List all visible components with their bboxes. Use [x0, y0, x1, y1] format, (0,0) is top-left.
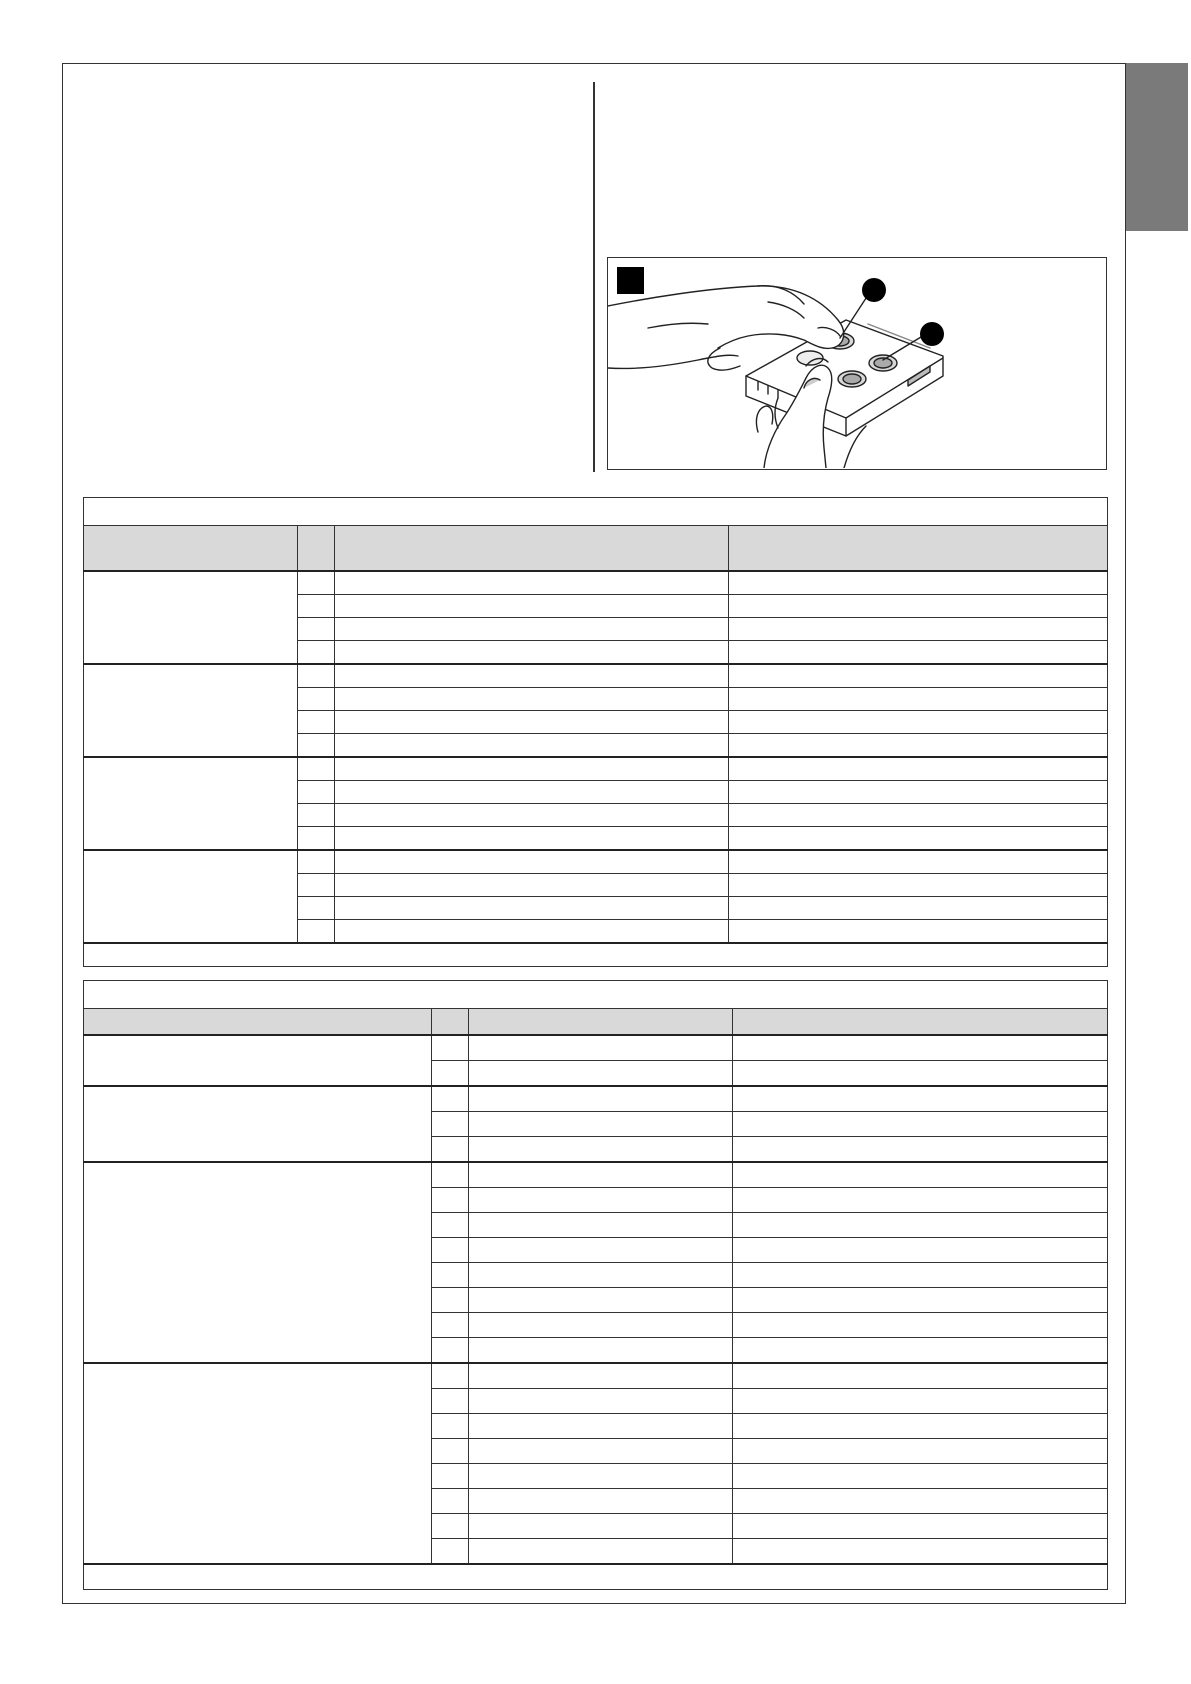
table-cell [298, 734, 335, 758]
table-cell [733, 1489, 1108, 1514]
table-cell [469, 1238, 733, 1263]
table-cell [432, 1363, 469, 1389]
table-cell [729, 920, 1108, 944]
table-cell [733, 1313, 1108, 1338]
table-cell [729, 688, 1108, 711]
table-cell [469, 1489, 733, 1514]
table-cell [432, 1213, 469, 1238]
table-cell [469, 1414, 733, 1439]
table-cell [469, 1213, 733, 1238]
table-2-header-command [469, 1009, 733, 1036]
table-cell [432, 1061, 469, 1087]
table-2 [83, 980, 1108, 1590]
table-row [84, 664, 1108, 688]
table-cell [469, 1112, 733, 1137]
table-2-group-label [84, 1035, 432, 1086]
table-cell [335, 757, 729, 781]
table-1-group-label [84, 571, 298, 664]
table-cell [729, 827, 1108, 851]
table-cell [729, 618, 1108, 641]
table-cell [469, 1514, 733, 1539]
table-cell [733, 1061, 1108, 1087]
table-cell [469, 1439, 733, 1464]
table-cell [298, 711, 335, 734]
table-cell [729, 757, 1108, 781]
table-cell [298, 850, 335, 874]
table-cell [432, 1263, 469, 1288]
table-cell [469, 1288, 733, 1313]
table-2-header-function [84, 1009, 432, 1036]
table-cell [335, 804, 729, 827]
table-cell [733, 1439, 1108, 1464]
table-cell [469, 1188, 733, 1213]
table-cell [733, 1414, 1108, 1439]
table-cell [733, 1112, 1108, 1137]
table-1 [83, 497, 1108, 967]
table-cell [335, 664, 729, 688]
table-cell [432, 1464, 469, 1489]
transmitter-illustration [607, 257, 1107, 470]
table-cell [733, 1188, 1108, 1213]
table-cell [729, 571, 1108, 595]
table-cell [729, 734, 1108, 758]
table-cell [298, 641, 335, 665]
table-cell [729, 897, 1108, 920]
table-cell [335, 618, 729, 641]
table-cell [432, 1162, 469, 1188]
table-cell [298, 920, 335, 944]
table-cell [298, 571, 335, 595]
table-cell [298, 897, 335, 920]
table-cell [298, 618, 335, 641]
table-cell [432, 1439, 469, 1464]
table-1-group-label [84, 850, 298, 943]
table-cell [335, 850, 729, 874]
table-cell [733, 1035, 1108, 1061]
table-row [84, 1086, 1108, 1112]
callout-1-marker [862, 278, 886, 302]
table-cell [469, 1162, 733, 1188]
table-cell [335, 641, 729, 665]
table-cell [298, 827, 335, 851]
table-cell [469, 1338, 733, 1364]
table-cell [335, 571, 729, 595]
table-cell [298, 781, 335, 804]
table-cell [733, 1389, 1108, 1414]
table-row [84, 571, 1108, 595]
table-2-group-label [84, 1086, 432, 1162]
column-divider [593, 82, 595, 472]
table-2-caption [84, 981, 1108, 1009]
table-cell [733, 1137, 1108, 1163]
table-cell [432, 1086, 469, 1112]
table-cell [469, 1313, 733, 1338]
table-cell [729, 874, 1108, 897]
table-cell [335, 897, 729, 920]
table-1-header-function [84, 526, 298, 572]
table-cell [729, 804, 1108, 827]
table-cell [298, 688, 335, 711]
table-cell [729, 641, 1108, 665]
table-row [84, 1162, 1108, 1188]
table-row [84, 1363, 1108, 1389]
table-1-group-label [84, 664, 298, 757]
table-cell [733, 1338, 1108, 1364]
table-cell [432, 1112, 469, 1137]
table-cell [469, 1061, 733, 1087]
table-cell [432, 1489, 469, 1514]
table-cell [335, 781, 729, 804]
table-cell [733, 1263, 1108, 1288]
table-cell [733, 1238, 1108, 1263]
table-1-group-label [84, 757, 298, 850]
table-1-header-value [729, 526, 1108, 572]
table-1-header-number [298, 526, 335, 572]
language-tab [1126, 63, 1188, 231]
table-cell [733, 1464, 1108, 1489]
table-cell [469, 1363, 733, 1389]
hands-remote-drawing [608, 258, 1105, 468]
table-cell [729, 781, 1108, 804]
table-cell [432, 1035, 469, 1061]
table-1-footnote [84, 943, 1108, 967]
table-cell [298, 664, 335, 688]
table-cell [335, 827, 729, 851]
table-cell [335, 874, 729, 897]
table-cell [729, 711, 1108, 734]
table-cell [469, 1086, 733, 1112]
table-2-group-label [84, 1162, 432, 1363]
table-cell [335, 734, 729, 758]
table-cell [733, 1086, 1108, 1112]
table-1-header-command [335, 526, 729, 572]
table-cell [298, 804, 335, 827]
table-cell [298, 874, 335, 897]
table-cell [432, 1137, 469, 1163]
table-cell [733, 1514, 1108, 1539]
table-cell [733, 1539, 1108, 1565]
table-cell [733, 1363, 1108, 1389]
table-cell [298, 757, 335, 781]
table-2-header-value [733, 1009, 1108, 1036]
table-2-group-label [84, 1363, 432, 1564]
table-cell [469, 1137, 733, 1163]
table-cell [432, 1313, 469, 1338]
table-cell [432, 1338, 469, 1364]
table-cell [335, 711, 729, 734]
table-cell [733, 1162, 1108, 1188]
table-cell [469, 1389, 733, 1414]
table-cell [432, 1414, 469, 1439]
callout-2-marker [920, 322, 944, 346]
table-cell [335, 920, 729, 944]
table-row [84, 757, 1108, 781]
table-cell [729, 850, 1108, 874]
table-cell [432, 1514, 469, 1539]
figure-number-box [617, 267, 644, 294]
table-row [84, 1035, 1108, 1061]
table-1-caption [84, 498, 1108, 526]
table-cell [432, 1288, 469, 1313]
table-cell [469, 1539, 733, 1565]
table-2-footnote [84, 1564, 1108, 1590]
table-cell [432, 1238, 469, 1263]
table-cell [335, 688, 729, 711]
table-cell [733, 1213, 1108, 1238]
table-cell [729, 595, 1108, 618]
table-cell [469, 1464, 733, 1489]
table-cell [432, 1539, 469, 1565]
table-cell [432, 1188, 469, 1213]
table-cell [298, 595, 335, 618]
table-cell [469, 1035, 733, 1061]
table-row [84, 850, 1108, 874]
table-2-header-number [432, 1009, 469, 1036]
table-cell [733, 1288, 1108, 1313]
table-cell [469, 1263, 733, 1288]
table-cell [729, 664, 1108, 688]
table-cell [432, 1389, 469, 1414]
table-cell [335, 595, 729, 618]
